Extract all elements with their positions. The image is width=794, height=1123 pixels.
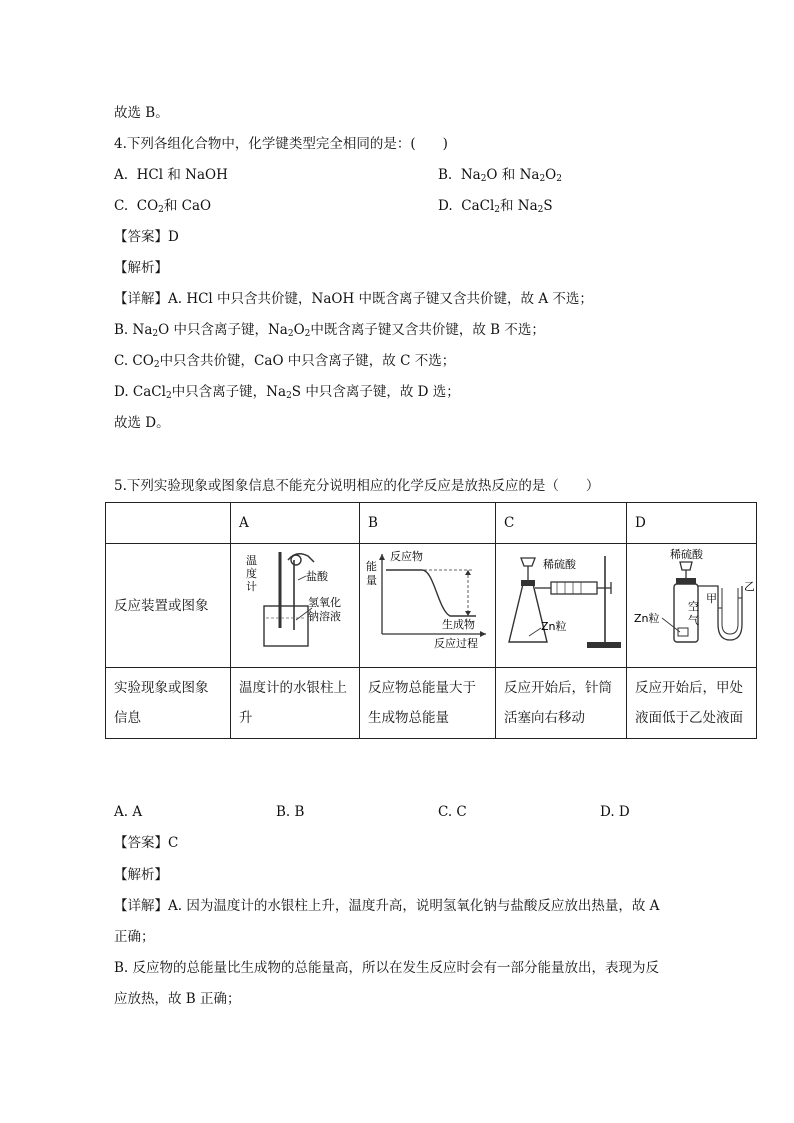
fig-a-label-wen: 温 <box>246 554 257 567</box>
q4-option-c: C. $CO_2$和 CaO <box>114 198 212 215</box>
phenomenon-c: 反应开始后，针筒 活塞向右移动 <box>496 668 627 739</box>
phenomenon-b: 反应物总能量大于 生成物总能量 <box>360 668 496 739</box>
fig-d-air2: 气 <box>687 614 699 627</box>
phenomenon-d: 反应开始后，甲处 液面低于乙处液面 <box>627 668 757 739</box>
q5-detail-b-line2: 应放热，故 B 正确； <box>114 991 241 1007</box>
fig-b-product: 生成物 <box>441 618 475 631</box>
q5-detail-a-line2: 正确； <box>114 929 155 945</box>
q5-analysis-tag: 【解析】 <box>114 867 168 883</box>
q5-answer: 【答案】C <box>114 835 179 851</box>
fig-d-air1: 空 <box>687 600 699 613</box>
fig-d-acid: 稀硫酸 <box>669 548 703 561</box>
q4-detail-b: B. $Na_2O$ 中只含离子键，$Na_2O_2$中既含离子键又含共价键，故 B 不选； <box>114 322 545 339</box>
q5-detail-b-line1: B. 反应物的总能量比生成物的总能量高，所以在发生反应时会有一部分能量放出，表现为反 <box>114 960 660 976</box>
header-c: C <box>496 503 627 544</box>
header-empty <box>106 503 231 544</box>
fig-d-jia: 甲 <box>705 592 717 605</box>
q4-option-d: D. CaCl$_2$和 $Na_2S$ <box>438 198 553 215</box>
fig-a-label-du: 度 <box>246 567 257 580</box>
header-d: D <box>627 503 757 544</box>
q5-option-b: B. B <box>276 804 305 820</box>
fig-b-reactant: 反应物 <box>389 550 423 563</box>
q5-stem: 5.下列实验现象或图象信息不能充分说明相应的化学反应是放热反应的是（ ） <box>114 478 600 494</box>
row-label-apparatus: 反应装置或图象 <box>106 544 231 668</box>
figure-d-cell <box>627 544 757 668</box>
q4-conclusion: 故选 D。 <box>114 415 170 431</box>
figure-a-cell <box>231 544 360 668</box>
q5-option-d: D. D <box>600 804 630 820</box>
q5-detail-a-line1: 【详解】A. 因为温度计的水银柱上升，温度升高，说明氢氧化钠与盐酸反应放出热量，故 A <box>114 898 660 914</box>
q4-option-a: A. HCl 和 NaOH <box>114 167 228 183</box>
phenomenon-a: 温度计的水银柱上 升 <box>231 668 360 739</box>
fig-a-label-base1: 氢氧化 <box>308 596 341 609</box>
figure-c-cell <box>496 544 627 668</box>
q5-table <box>105 502 757 739</box>
fig-a-label-ji: 计 <box>246 580 257 593</box>
q5-option-c: C. C <box>438 804 467 820</box>
q4-detail-c: C. $CO_2$中只含共价键，CaO 中只含离子键，故 C 不选； <box>114 353 456 370</box>
q4-answer: 【答案】D <box>114 229 179 245</box>
prev-conclusion: 故选 B。 <box>114 105 169 121</box>
q4-analysis-tag: 【解析】 <box>114 260 168 276</box>
fig-d-zn: Zn粒 <box>633 612 660 625</box>
q4-option-b: B. $Na_2O$ 和 $Na_2O_2$ <box>438 167 562 184</box>
fig-c-zn: Zn粒 <box>541 620 567 633</box>
fig-b-ylabel-2: 量 <box>365 574 377 587</box>
figure-b-energy-diagram <box>364 546 492 654</box>
fig-c-acid: 稀硫酸 <box>543 558 576 571</box>
q5-option-a: A. A <box>114 804 143 820</box>
row-label-phenomena: 实验现象或图象 信息 <box>106 668 231 739</box>
fig-a-label-base2: 钠溶液 <box>308 610 341 623</box>
q4-detail-a: 【详解】A. HCl 中只含共价键，NaOH 中既含离子键又含共价键，故 A 不选； <box>114 291 593 307</box>
q4-stem: 4.下列各组化合物中，化学键类型完全相同的是：( ) <box>114 136 448 152</box>
figure-d-u-tube <box>630 546 754 654</box>
header-b: B <box>360 503 496 544</box>
figure-a-thermometer-beaker <box>236 546 354 654</box>
header-a: A <box>231 503 360 544</box>
figure-b-cell <box>360 544 496 668</box>
fig-d-yi: 乙 <box>743 580 754 593</box>
fig-a-label-acid: 盐酸 <box>306 570 328 583</box>
figure-c-syringe-flask <box>499 546 623 654</box>
q4-detail-d: D. CaCl$_2$中只含离子键，$Na_2S$ 中只含离子键，故 D 选； <box>114 384 460 401</box>
fig-b-ylabel-1: 能 <box>365 560 377 573</box>
fig-b-xlabel: 反应过程 <box>433 637 478 650</box>
